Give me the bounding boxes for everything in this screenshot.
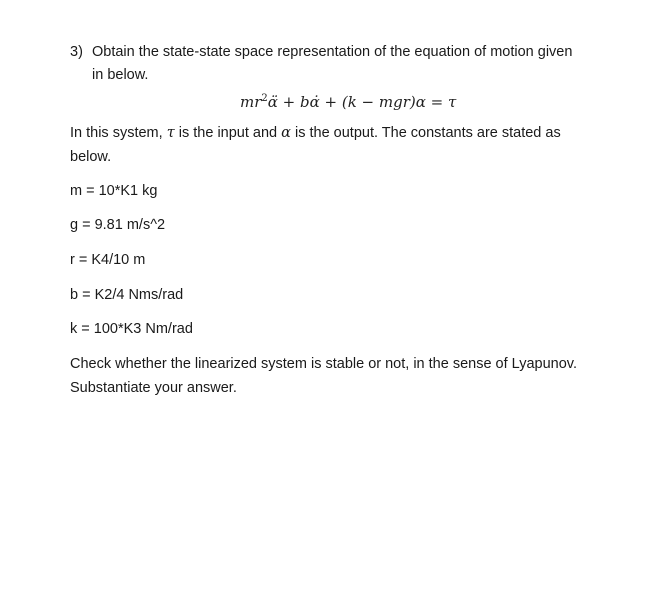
system-description-line-2: below. xyxy=(70,149,112,165)
constant-stiffness: k = 100*K3 Nm/rad xyxy=(70,321,193,337)
system-description-suffix: is the output. The constants are stated as xyxy=(290,125,561,141)
system-description-line-1 xyxy=(70,123,561,143)
input-symbol: τ xyxy=(166,125,175,141)
constant-gravity: g = 9.81 m/s^2 xyxy=(70,217,166,233)
constant-radius: r = K4/10 m xyxy=(70,252,146,268)
constant-damping: b = K2/4 Nms/rad xyxy=(70,287,184,303)
equation-superscript: 2 xyxy=(261,93,268,104)
question-number: 3) xyxy=(70,44,83,60)
question-text-line-2: in below. xyxy=(92,67,149,83)
system-description-middle: is the input and xyxy=(174,125,282,141)
task-line-1: Check whether the linearized system is stable or not, in the sense of Lyapunov. xyxy=(70,356,577,372)
question-text-line-1: Obtain the state-state space representation of the equation of motion given xyxy=(92,44,573,60)
output-symbol: α xyxy=(281,125,291,141)
equation-part-2: α̈ + bα̇ + (k − mgr)α = τ xyxy=(267,93,457,111)
equation-of-motion xyxy=(240,88,456,113)
system-description-prefix: In this system, xyxy=(70,125,167,141)
equation-part-1: mr xyxy=(240,93,262,111)
constant-mass: m = 10*K1 kg xyxy=(70,183,158,199)
task-line-2: Substantiate your answer. xyxy=(70,380,237,396)
